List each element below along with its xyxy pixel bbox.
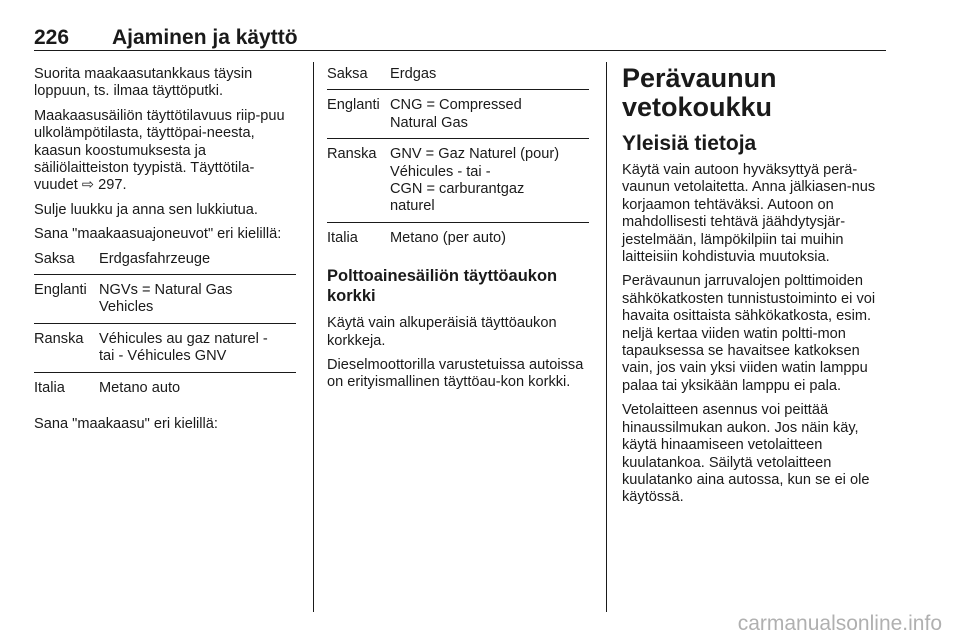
paragraph: Käytä vain autoon hyväksyttyä perä-vaunun vetolaitetta. Anna jälkiasen-nus korjaamon tehtäväksi. Autoon on mahdollisesti tehtävä jäähdytysjär-jestelmään, lämpökilpiin tai muihin laitteisiin kohdistuvia muutoksia. [622, 162, 876, 266]
fuel-cap-subheading: Polttoainesäiliön täyttöaukon korkki [327, 267, 558, 306]
table-term: NGVs = Natural Gas Vehicles [99, 282, 233, 316]
table-country: Ranska [34, 330, 84, 347]
paragraph: Vetolaitteen asennus voi peittää hinaussilmukan aukon. Jos näin käy, käytä hinaamiseen vetolaitteen kuulatankoa. Säilytä vetolaitteen kuulatanko aina autossa, kun se ei ole käytössä. [622, 402, 870, 506]
paragraph: Käytä vain alkuperäisiä täyttöaukon korkkeja. [327, 315, 557, 349]
paragraph: Sana "maakaasu" eri kielillä: [34, 416, 218, 433]
table-row [34, 251, 296, 275]
table-country: Englanti [34, 282, 87, 299]
table-row [327, 97, 589, 139]
table-row [327, 230, 589, 253]
table-row [34, 380, 296, 403]
table-row [34, 331, 296, 373]
table-term: GNV = Gaz Naturel (pour) Véhicules - tai - CGN = carburantgaz naturel [390, 146, 560, 215]
paragraph: Perävaunun jarruvalojen polttimoiden sähkökatkosten tunnistustoiminto ei voi havaita osittaista sähkökatkosta, esim. neljä kertaa viiden watin poltti-mon tapauksessa se havaitsee katkoksen vain, jos vain yksi viiden watin lamppu palaa tai yksikään lamppu ei pala. [622, 273, 876, 394]
table-row [34, 282, 296, 324]
header-rule [34, 50, 886, 51]
table-country: Saksa [34, 250, 75, 267]
paragraph: Maakaasusäiliön täyttötilavuus riip-puu ulkolämpötilasta, täyttöpai-neesta, kaasun koostumuksesta ja säiliölaitteiston tyypistä. Täyttötila-vuudet ⇨ 297. [34, 107, 285, 194]
gas-terms-table [327, 66, 589, 253]
table-row [327, 146, 589, 223]
table-country: Ranska [327, 146, 377, 163]
paragraph: Sulje luukku ja anna sen lukkiutua. [34, 201, 258, 218]
table-term: Véhicules au gaz naturel - tai - Véhicules GNV [99, 330, 268, 365]
column-1 [34, 66, 296, 441]
paragraph: Suorita maakaasutankkaus täysin loppuun, ts. ilmaa täyttöputki. [34, 66, 253, 100]
table-country: Saksa [327, 66, 368, 82]
paragraph: Sana "maakaasuajoneuvot" eri kielillä: [34, 226, 282, 243]
table-term: Metano auto [99, 379, 181, 396]
watermark: carmanualsonline.info [737, 612, 942, 635]
section-subheading: Yleisiä tietoja [622, 132, 757, 155]
table-term: Erdgas [390, 66, 437, 82]
column-divider-1 [313, 62, 314, 612]
table-row [327, 66, 589, 90]
table-country: Italia [327, 229, 358, 246]
table-term: Metano (per auto) [390, 229, 507, 246]
table-country: Englanti [327, 97, 380, 114]
table-term: Erdgasfahrzeuge [99, 250, 211, 267]
chapter-title: Ajaminen ja käyttö [112, 26, 298, 49]
table-country: Italia [34, 379, 65, 396]
column-2 [327, 66, 589, 399]
table-term: CNG = Compressed Natural Gas [390, 97, 522, 131]
column-divider-2 [606, 62, 607, 612]
section-heading: Perävaunun vetokoukku [622, 63, 777, 122]
page-header [34, 26, 886, 50]
page-number: 226 [34, 26, 70, 49]
column-3 [622, 64, 890, 514]
vehicle-terms-table [34, 251, 296, 403]
paragraph: Dieselmoottorilla varustetuissa autoissa on erityismallinen täyttöau-kon korkki. [327, 357, 584, 391]
